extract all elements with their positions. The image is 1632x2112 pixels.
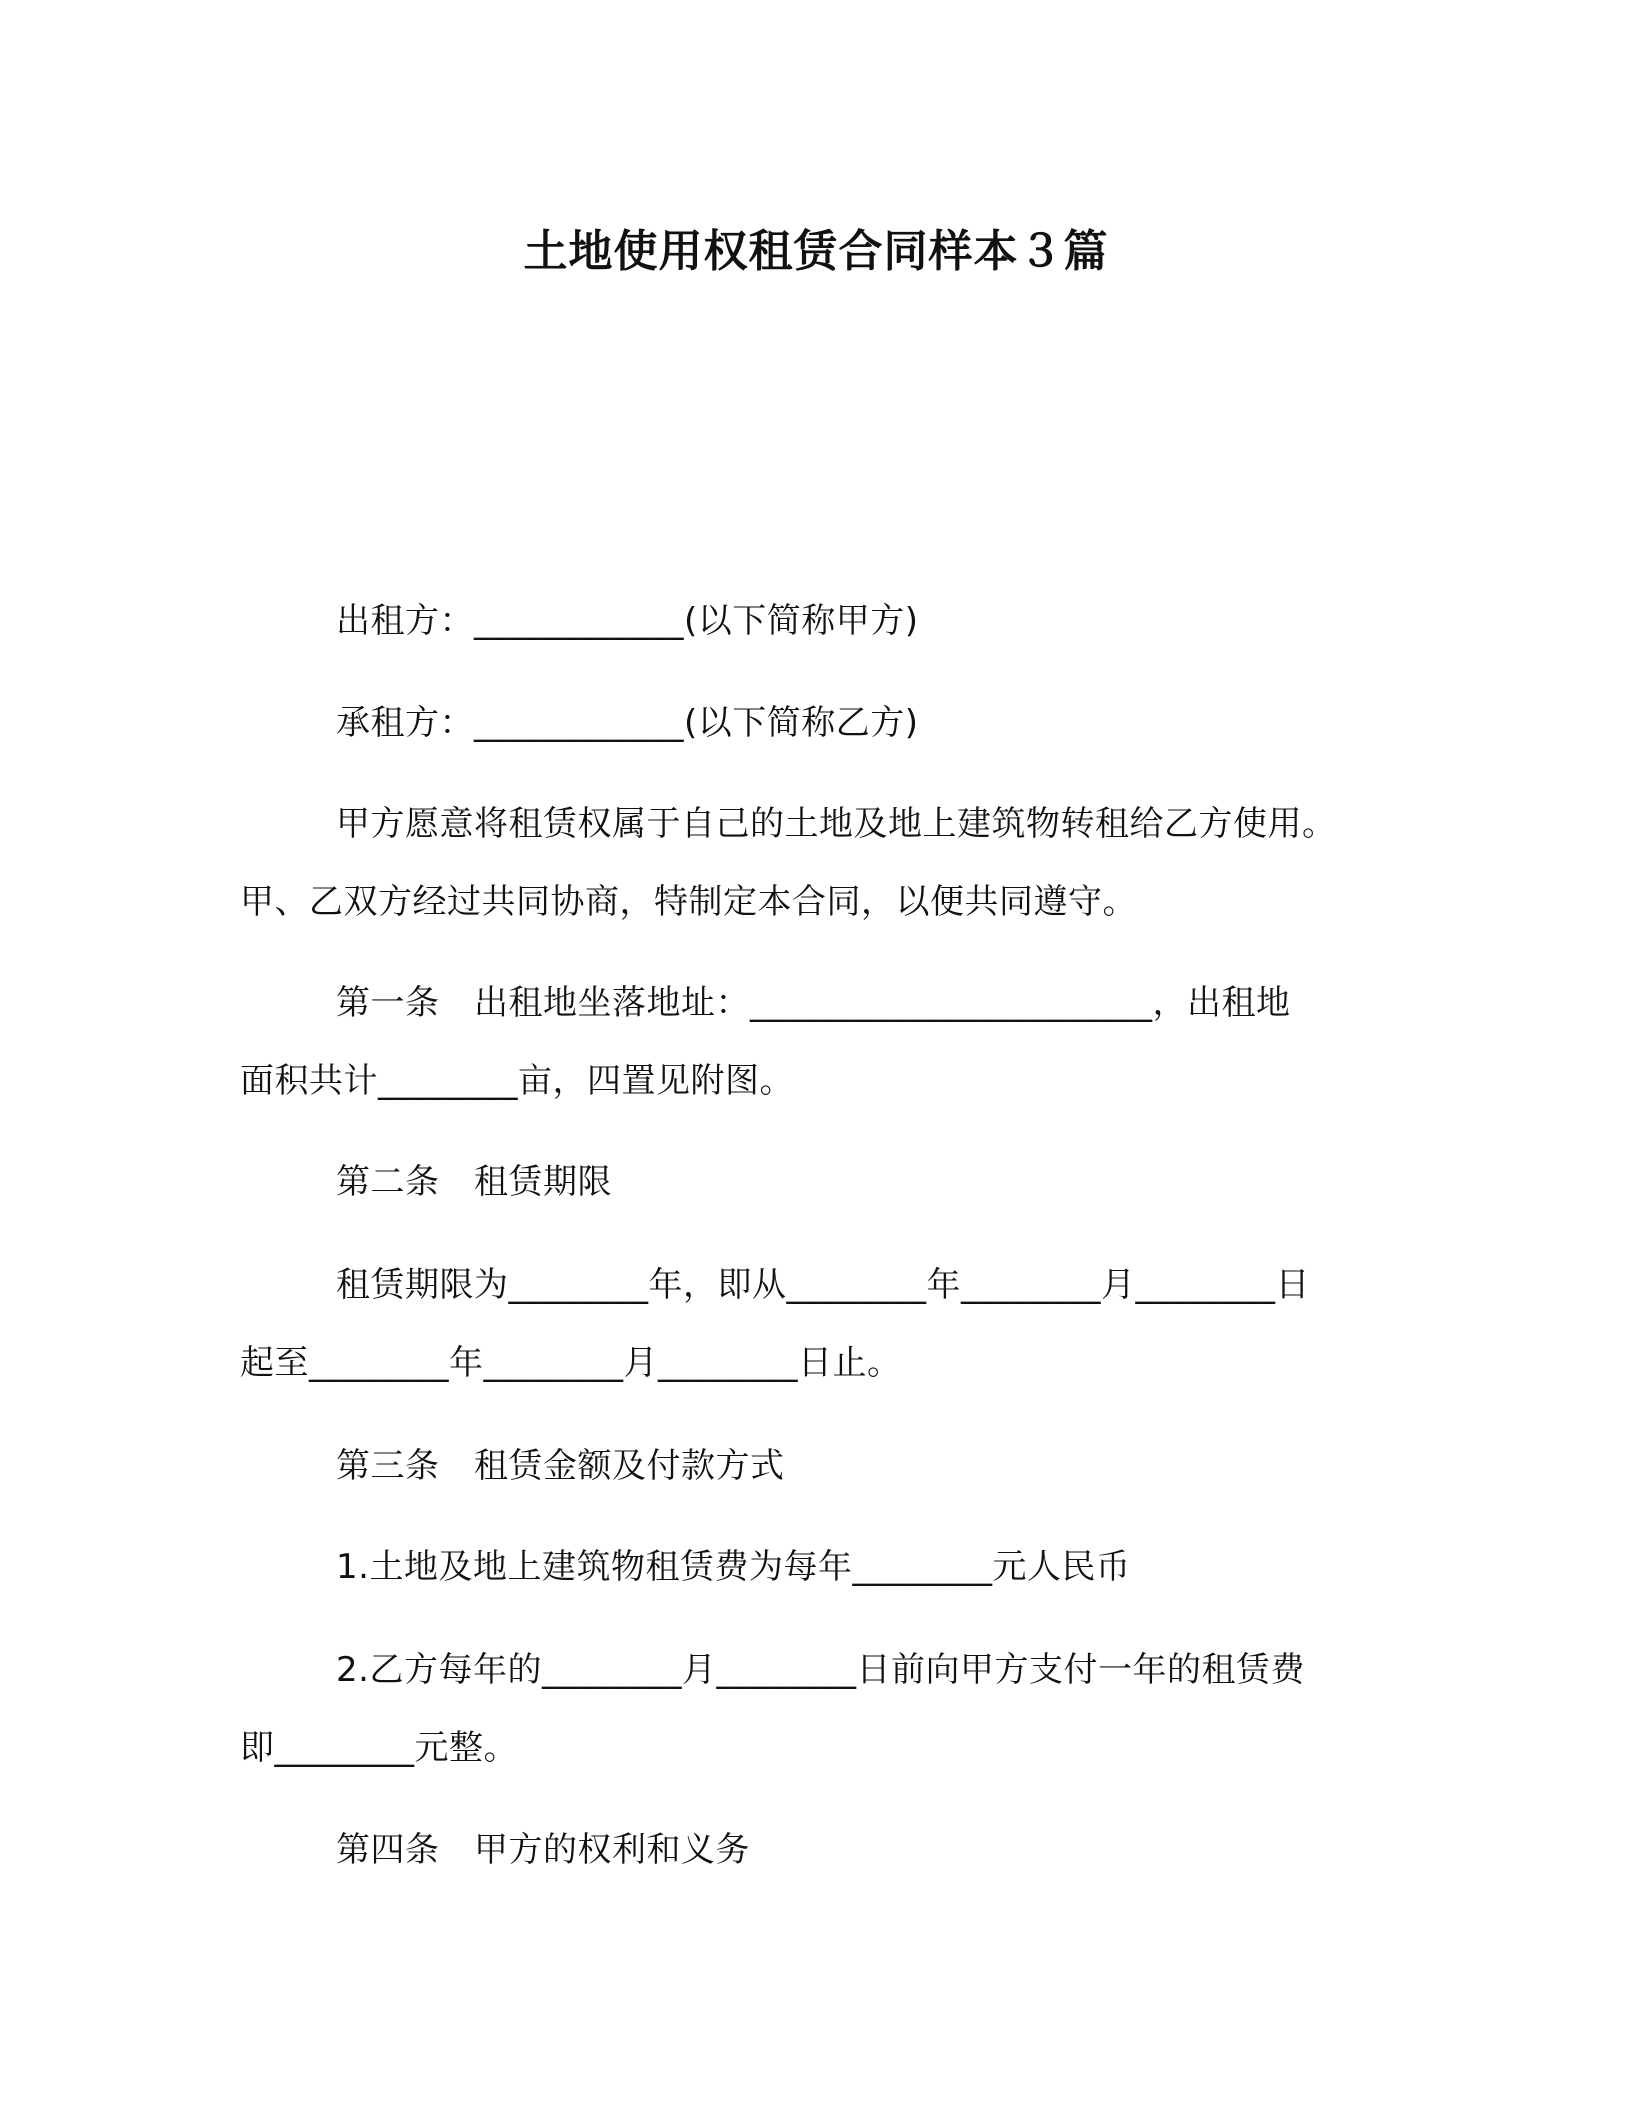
article-1-line-1: 第一条 出租地坐落地址：_______________________，出租地 (336, 983, 1291, 1023)
article-2-heading: 第二条 租赁期限 (336, 1162, 612, 1202)
lessee-line: 承租方：____________(以下简称乙方) (336, 703, 919, 743)
payment-item-1: 1.土地及地上建筑物租赁费为每年________元人民币 (336, 1547, 1131, 1587)
article-1-line-2: 面积共计________亩，四置见附图。 (240, 1061, 794, 1101)
article-3-heading: 第三条 租赁金额及付款方式 (336, 1446, 785, 1486)
lease-term-line-1: 租赁期限为________年，即从________年________月________日 (336, 1265, 1310, 1305)
document-title: 土地使用权租赁合同样本３篇 (523, 226, 1109, 277)
payment-item-2-line-1: 2.乙方每年的________月________日前向甲方支付一年的租赁费 (336, 1650, 1305, 1690)
article-4-heading: 第四条 甲方的权利和义务 (336, 1830, 750, 1870)
lease-term-line-2: 起至________年________月________日止。 (240, 1343, 902, 1383)
lessor-line: 出租方：____________(以下简称甲方) (336, 601, 919, 641)
payment-item-2-line-2: 即________元整。 (240, 1728, 518, 1768)
preamble-line-2: 甲、乙双方经过共同协商，特制定本合同，以便共同遵守。 (240, 882, 1137, 922)
preamble-line-1: 甲方愿意将租赁权属于自己的土地及地上建筑物转租给乙方使用。 (336, 804, 1337, 844)
